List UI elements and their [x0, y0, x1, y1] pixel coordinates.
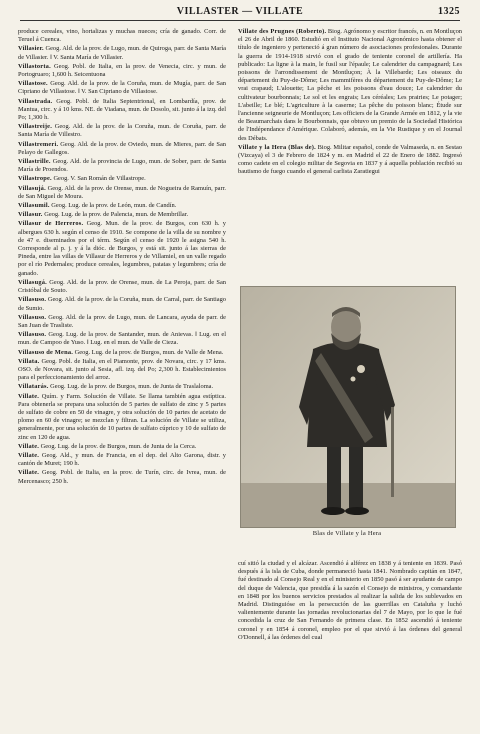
left-column: [18, 28, 226, 718]
right-column-bottom: [238, 560, 462, 720]
dictionary-entry: [18, 469, 226, 485]
entry-text: produce cereales, vino, hortalizas y muchas nueces; cría de ganado. Corr. de Teruel á Cuenca.: [18, 28, 226, 44]
entry-headword: Villasuso.: [18, 296, 47, 304]
entry-headword: Villasur.: [18, 211, 43, 219]
dictionary-entry: [18, 202, 226, 210]
entry-text: Geog. Ald. de la prov. de Lugo, mun. de Quiroga, parr. de Santa María de Villasier. ‖ V. Santa María de Villasier.: [18, 45, 226, 61]
dictionary-entry: [238, 28, 462, 143]
entry-headword: Villasur de Herreros.: [18, 220, 84, 228]
entry-text: Geog. Pobl. de Italia, en la prov. de Turín, circ. de Ivrea, mun. de Mercenasco; 250 h.: [18, 469, 226, 485]
dictionary-entry: [18, 279, 226, 295]
dictionary-entry: [18, 98, 226, 123]
entry-text: Geog. Ald. de la prov. de Oviedo, mun. de Mieres, parr. de San Pelayo de Gallegos.: [18, 140, 226, 156]
dictionary-entry: [18, 349, 226, 357]
dictionary-entry: [18, 393, 226, 442]
entry-text: Geog. Ald. de la prov. de Orense, mun. de Nogueira de Ramuín, parr. de San Miguel de Moura.: [18, 184, 226, 200]
entry-text: cuí sitió la ciudad y el alcázar. Ascendió á alférez en 1838 y á teniente en 1839. Pasó después á la isla de Cuba, donde permaneció hasta 1841. Nombrado capitán en 1847, fué destinado al Consejo Real y en el ministerio en 1850 pasó á ser ayudante de campo del duque de Valencia, que presidía á la sazón el Consejo de ministros, y comandante en 1848 por los buenos servicios prestados al realizar la salida de los sublevados en Madrid. Distinguióse en la persecución de las guerrillas en Cataluña y luchó valientemente durante las jornadas revolucionarias del 7 de Mayo, por lo que le fué concedida la cruz de San Fernando de primera clase. En 1852 ascendió á teniente coronel y en 1854 á coronel, empleo por el que sirvió á las órdenes del general O'Donnell, á las órdenes del cual: [238, 560, 462, 641]
entry-headword: Villasujá.: [18, 184, 46, 192]
entry-text: Geog. Ald. de la prov. de la Coruña, mun. de Mugía, parr. de San Cipriano de Villastose. ‖ V. San Cipriano de Villastose.: [18, 80, 226, 96]
entry-headword: Villasuso.: [18, 331, 47, 339]
entry-text: Geog. Lug. de la prov. de León, mun. de Candín.: [51, 202, 177, 210]
dictionary-entry: [238, 560, 462, 642]
entry-text: Geog. Mun. de la prov. de Burgos, con 630 h. y albergues 630 h. según el censo de 1910. Se compone de la villa de su nombre y de 47 e. diseminados por el térm. Según el censo de 1920 le asigna 540 h. Corresponde al p. j. y á la dióc. de Burgos, y está sit. junto á las sierras de Pineda, entre las villas de Villasur de Herreros y de Villamiel, en un valle regado por el río Pedernales; produce cereales, legumbres, patatas y legumbres; cría de ganado.: [18, 220, 226, 277]
right-column-top: [238, 28, 462, 278]
entry-text: Geog. Ald. de la provincia de Lugo, mun. de Sober, parr. de Santa María de Proendos.: [18, 158, 226, 174]
dictionary-entry: [18, 211, 226, 219]
dictionary-entry: [238, 144, 462, 177]
entry-headword: Villata.: [18, 357, 40, 365]
dictionary-entry: [18, 175, 226, 183]
dictionary-entry: [18, 452, 226, 468]
entry-headword: Villastremeri.: [18, 140, 59, 148]
entry-text: Geog. Lug. de la prov. de Burgos, mun. de Junta de Traslaloma.: [50, 383, 214, 391]
entry-headword: Villate y la Hera (Blas de).: [238, 143, 316, 151]
entry-headword: Villastose.: [18, 80, 48, 88]
entry-text: Geog. Pobl. de Italia Septentrional, en Lombardía, prov. de Mantua, circ. y á 10 kms. NE. de Viadana, mun. de Dosolo, sit. junto á la izq. del Po; 1,300 h.: [18, 97, 226, 122]
entry-text: Geog. Ald. de la prov. de Orense, mun. de La Peroja, parr. de San Cristóbal de Souto.: [18, 278, 226, 295]
entry-headword: Villatarás.: [18, 383, 49, 391]
dictionary-entry: [18, 331, 226, 347]
entry-text: Geog. Lug. de la prov. de Burgos, mun. de Junta de la Cerca.: [40, 442, 197, 450]
photo-caption: Blas de Villate y la Hera: [312, 530, 382, 537]
page-number: 1325: [438, 6, 460, 17]
entry-headword: Villate des Prugnes (Roberto).: [238, 28, 327, 35]
entry-text: Geog. Lug. de la prov. de Burgos, mun. de Valle de Mena.: [74, 348, 224, 356]
entry-text: Geog. Pobl. de Italia, en la prov. de Venecia, circ. y mun. de Portogruaro; 1,600 h. Seicentuona: [18, 62, 226, 79]
dictionary-entry: [18, 296, 226, 312]
dictionary-entry: [18, 185, 226, 201]
dictionary-entry: [18, 220, 226, 277]
entry-text: Geog. Ald., y mun. de Francia, en el dep. del Alto Garona, distr. y cantón de Muret; 190 h.: [18, 451, 226, 468]
dictionary-entry: [18, 123, 226, 139]
entry-text: Geog. Ald. de la prov. de la Coruña, mun. de Coruña, parr. de Santa María de Villestro.: [18, 123, 226, 139]
entry-headword: Villate.: [18, 469, 40, 477]
dictionary-entry: [18, 45, 226, 61]
entry-text: Geog. Pobl. de Italia, en el Piamonte, prov. de Novara, circ. y 17 kms. OSO. de Novara, sit. junto al Sesia, afl. izq. del Po; 2,300 h. Establecimientos para el perfeccionamiento del arroz.: [18, 357, 226, 382]
entry-text: Geog. Ald. de la prov. de Lugo, mun. de Lancara, ayuda de parr. de San Juan de Trasliste.: [18, 313, 226, 329]
entry-text: Biog. Militar español, conde de Valmaseda, n. en Sestao (Vizcaya) el 3 de Febrero de 1824 y m. en Madrid el 22 de Enero de 1882. Ingresó como cadete en el colegio militar de Segovia en 1837 y á aquella población recibió su bautismo de fuego cuando el general carlista Zaratiegui: [238, 143, 462, 176]
dictionary-entry: [18, 314, 226, 330]
page-header: [20, 4, 460, 21]
entry-headword: Villasier.: [18, 45, 44, 53]
entry-headword: Villasumil.: [18, 202, 50, 210]
dictionary-entry: [18, 28, 226, 44]
entry-text: Geog. Ald. de la prov. de la Coruña, mun. de Carral, parr. de Santiago de Sumio.: [18, 296, 226, 312]
running-head: VILLASTER — VILLATE: [176, 6, 304, 17]
entry-text: Biog. Agrónomo y escritor francés, n. en Montluçon el 26 de Abril de 1860. Estudió en el Instituto Nacional Agronómico hasta obtener el título de ingeniero y perteneció á gran número de asociaciones profesionales. Durante la guerra de 1914-1918 sirvió con el grado de teniente coronel de artillería. Ha publicado: La ligne à la main, le fusil sur l'épaule; Le calendrier du campagnard; Les poissons de l'arrondissement de Montluçon; À la Villebarde; Les oiseaux du département du Puy-de-Dôme; Les mammifères du département du Puy-de-Dôme; Le vrai crapaud; L'alouette; La pêche et les poissons d'eau douce; Le calendrier du cultivateur bourbonnais; Le sol et les engrais; Les céréales; Les prairies; Le potager; L'abeille; Le blé; L'agriculture à la caserne; La pêche du poisson blanc; Étude sur l'ancienne seigneurie de Montluçon; Les officiers de la Grande Armée en 1812, y la vie de Beaumarchais dans le Bourbonnais, que obtuvo un premio de la Sociedad Histórica de l'Indépendance d'Amérique. Colaboró, además, en la Vie Rustique y en el Journal des Débats.: [238, 28, 462, 142]
entry-headword: Villasugá.: [18, 278, 47, 286]
entry-headword: Villasuso.: [18, 313, 47, 321]
dictionary-entry: [18, 158, 226, 174]
entry-text: Quím. y Farm. Solución de Villate. Se llama también agua estíptica. Para obtenerla se prepara una solución de 5 partes de sulfato de zinc y 5 partes de sulfato de cobre en 50 de vinagre, y otra solución de 10 partes de acetato de plomo en 60 de vinagre; se mezclan y filtran. La solución de Villate se utiliza, generalmente, por una solución de 10 partes de sulfato cúprico y 10 de sulfato de zinc en 120 de agua.: [18, 392, 226, 441]
entry-headword: Villate.: [18, 392, 40, 400]
entry-text: Geog. V. San Román de Villastrope.: [53, 175, 146, 183]
dictionary-entry: [18, 383, 226, 391]
entry-headword: Villastrada.: [18, 97, 53, 105]
entry-headword: Villasuso de Mena.: [18, 348, 74, 356]
entry-headword: Villastrope.: [18, 175, 52, 183]
portrait-illustration: [241, 287, 455, 527]
entry-text: Geog. Lug. de la prov. de Santander, mun. de Anievas. ‖ Lug. en el mun. de Campoo de Yuso. ‖ Lug. en el mun. de Valle de Cieza.: [18, 331, 226, 347]
entry-headword: Villastrille.: [18, 158, 51, 166]
dictionary-entry: [18, 358, 226, 383]
entry-headword: Villate.: [18, 451, 40, 459]
entry-headword: Villastreije.: [18, 123, 53, 131]
entry-text: Geog. Lug. de la prov. de Palencia, mun. de Membrillar.: [44, 211, 189, 219]
entry-headword: Villate.: [18, 442, 40, 450]
dictionary-entry: [18, 63, 226, 79]
dictionary-entry: [18, 443, 226, 451]
entry-headword: Villastorta.: [18, 62, 51, 70]
dictionary-entry: [18, 141, 226, 157]
dictionary-entry: [18, 80, 226, 96]
portrait-photo: [240, 286, 456, 528]
